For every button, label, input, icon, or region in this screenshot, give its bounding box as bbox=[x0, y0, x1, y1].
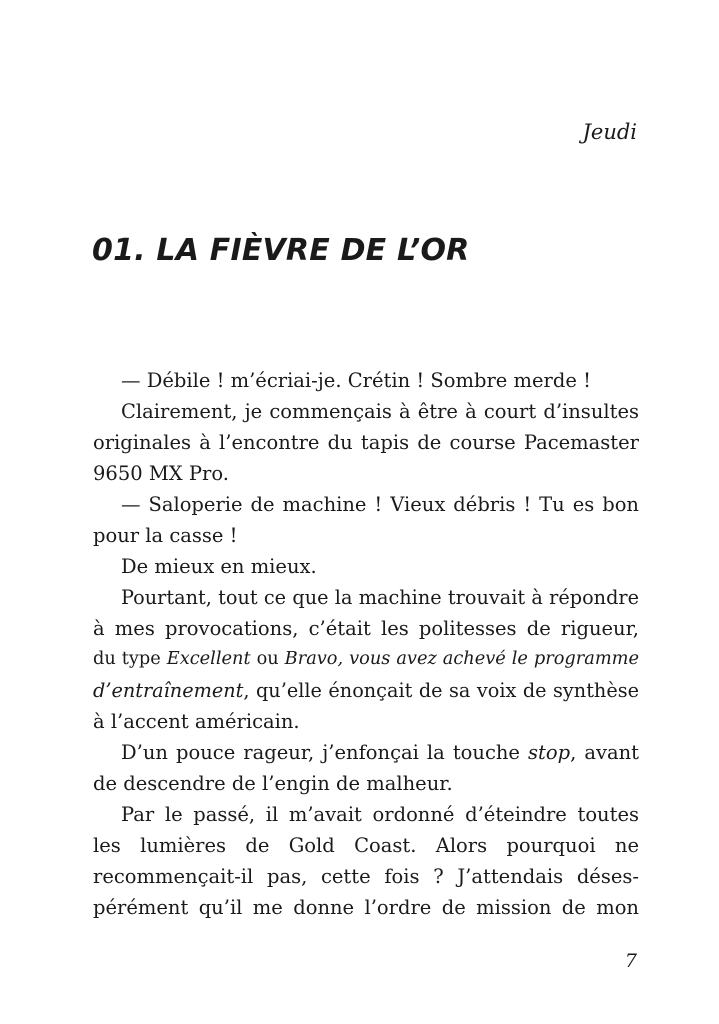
text-line: De mieux en mieux. bbox=[121, 555, 317, 578]
day-label: Jeudi bbox=[582, 120, 637, 144]
text-line: pour la casse ! bbox=[93, 524, 238, 547]
chapter-body bbox=[93, 365, 639, 923]
text-line: pérément qu’il me donne l’ordre de mission de mon bbox=[93, 896, 639, 919]
page-number: 7 bbox=[624, 950, 637, 972]
text-run: , avant bbox=[570, 741, 639, 764]
text-run: du type bbox=[93, 649, 167, 669]
text-line: Pourtant, tout ce que la machine trouvait à répondre bbox=[121, 586, 639, 609]
text-line: originales à l’encontre du tapis de course Pacemaster bbox=[93, 431, 639, 454]
text-run: ou bbox=[250, 649, 285, 669]
text-line: — Saloperie de machine ! Vieux débris ! Tu es bon bbox=[121, 493, 639, 516]
text-run: D’un pouce rageur, j’enfonçai la touche bbox=[121, 741, 529, 764]
text-line: Par le passé, il m’avait ordonné d’éteindre toutes bbox=[121, 803, 639, 826]
italic-run: Excellent bbox=[166, 649, 251, 669]
text-line: 9650 MX Pro. bbox=[93, 462, 229, 485]
text-line bbox=[93, 737, 639, 768]
text-line: — Débile ! m’écriai-je. Crétin ! Sombre merde ! bbox=[121, 369, 591, 392]
text-run: , qu’elle énonçait de sa voix de synthèse bbox=[243, 679, 639, 702]
text-line: Clairement, je commençais à être à court d’insultes bbox=[121, 400, 639, 423]
italic-run: stop bbox=[528, 741, 571, 764]
text-line: à l’accent américain. bbox=[93, 710, 300, 733]
italic-run: Bravo, vous avez achevé le programme bbox=[284, 649, 639, 669]
text-line: les lumières de Gold Coast. Alors pourquoi ne bbox=[93, 834, 639, 857]
text-line bbox=[93, 644, 639, 675]
italic-run: d’entraînement bbox=[93, 679, 244, 702]
chapter-title: 01. LA FIÈVRE DE L’OR bbox=[92, 233, 470, 268]
text-line: de descendre de l’engin de malheur. bbox=[93, 772, 453, 795]
text-line: à mes provocations, c’était les politesses de rigueur, bbox=[93, 617, 639, 640]
text-line: recommençait-il pas, cette fois ? J’attendais déses- bbox=[93, 865, 639, 888]
text-line bbox=[93, 675, 639, 706]
